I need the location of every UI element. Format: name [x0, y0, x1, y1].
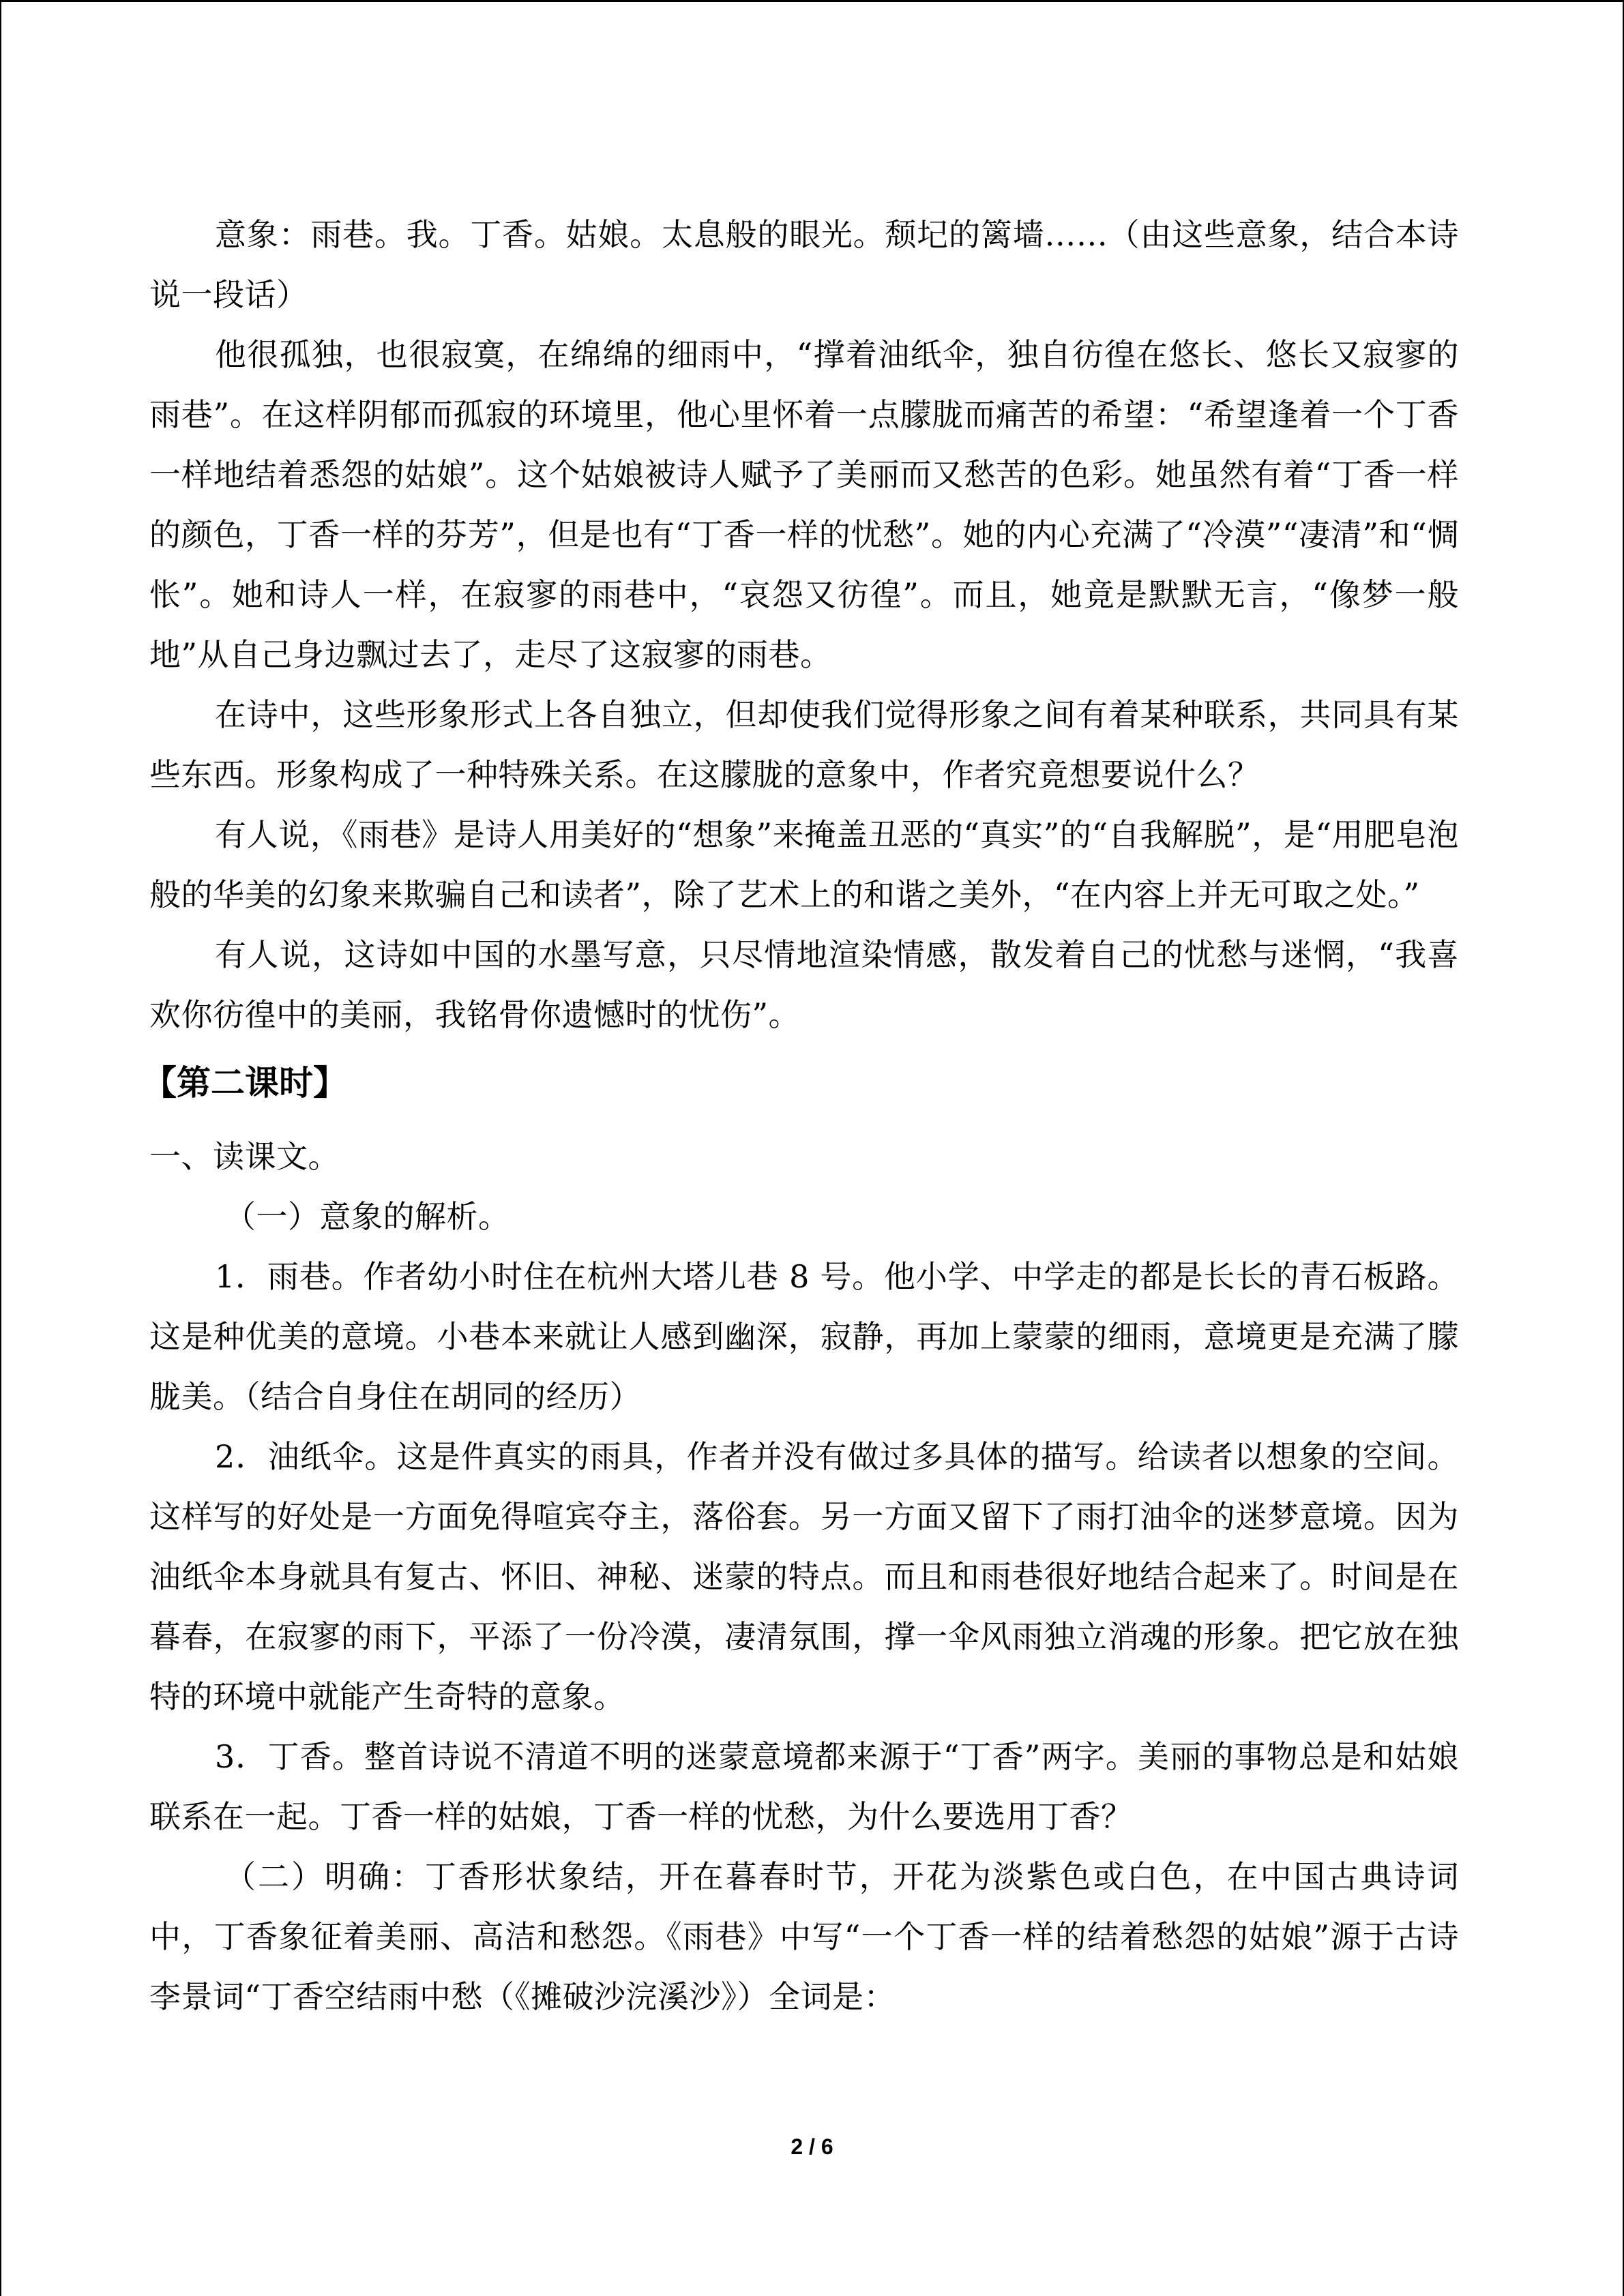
top-border	[0, 0, 1624, 2]
list-item-rain-alley: 1．雨巷。作者幼小时住在杭州大塔儿巷 8 号。他小学、中学走的都是长长的青石板路。这是种优美的意境。小巷本来就让人感到幽深，寂静，再加上蒙蒙的细雨，意境更是充满了朦胧美。（结合自身住在胡同的经历）	[149, 1258, 1459, 1415]
list-item-umbrella: 2．油纸伞。这是件真实的雨具，作者并没有做过多具体的描写。给读者以想象的空间。这样写的好处是一方面免得喧宾夺主，落俗套。另一方面又留下了雨打油伞的迷梦意境。因为油纸伞本身就具有复古、怀旧、神秘、迷蒙的特点。而且和雨巷很好地结合起来了。时间是在暮春，在寂寥的雨下，平添了一份冷漠，凄清氛围，撑一伞风雨独立消魂的形象。把它放在独特的环境中就能产生奇特的意象。	[149, 1438, 1459, 1715]
paragraph-opinion-1: 有人说，《雨巷》是诗人用美好的“想象”来掩盖丑恶的“真实”的“自我解脱”，是“用肥皂泡般的华美的幻象来欺骗自己和读者”，除了艺术上的和谐之美外，“在内容上并无可取之处。”	[149, 816, 1459, 913]
document-body	[143, 205, 1459, 2027]
left-border	[0, 0, 1, 2296]
section-heading: 【第二课时】	[143, 1063, 347, 1103]
page-number: 2 / 6	[791, 2134, 833, 2159]
list-item-lilac: 3．丁香。整首诗说不清道不明的迷蒙意境都来源于“丁香”两字。美丽的事物总是和姑娘联系在一起。丁香一样的姑娘，丁香一样的忧愁，为什么要选用丁香？	[149, 1738, 1459, 1835]
subsection-1-title: （一）意象的解析。	[224, 1198, 510, 1235]
paragraph-opinion-2: 有人说，这诗如中国的水墨写意，只尽情地渲染情感，散发着自己的忧愁与迷惘，“我喜欢你彷徨中的美丽，我铭骨你遗憾时的忧伤”。	[149, 936, 1459, 1033]
paragraph-lonely: 他很孤独，也很寂寞，在绵绵的细雨中，“撑着油纸伞，独自彷徨在悠长、悠长又寂寥的雨巷”。在这样阴郁而孤寂的环境里，他心里怀着一点朦胧而痛苦的希望：“希望逢着一个丁香一样地结着悉怨的姑娘”。这个姑娘被诗人赋予了美丽而又愁苦的色彩。她虽然有着“丁香一样的颜色，丁香一样的芬芳”，但是也有“丁香一样的忧愁”。她的内心充满了“冷漠”“凄清”和“惆怅”。她和诗人一样，在寂寥的雨巷中，“哀怨又彷徨”。而且，她竟是默默无言，“像梦一般地”从自己身边飘过去了，走尽了这寂寥的雨巷。	[149, 336, 1459, 673]
paragraph-images-relation: 在诗中，这些形象形式上各自独立，但却使我们觉得形象之间有着某种联系，共同具有某些东西。形象构成了一种特殊关系。在这朦胧的意象中，作者究竟想要说什么？	[149, 696, 1459, 793]
read-text-heading: 一、读课文。	[149, 1138, 340, 1175]
subsection-2-text: （二）明确：丁香形状象结，开在暮春时节，开花为淡紫色或白色，在中国古典诗词中，丁香象征着美丽、高洁和愁怨。《雨巷》中写“一个丁香一样的结着愁怨的姑娘”源于古诗李景词“丁香空结雨中愁（《摊破沙浣溪沙》）全词是：	[149, 1858, 1459, 2015]
paragraph-imagery: 意象：雨巷。我。丁香。姑娘。太息般的眼光。颓圮的篱墙……（由这些意象，结合本诗说一段话）	[149, 216, 1459, 313]
